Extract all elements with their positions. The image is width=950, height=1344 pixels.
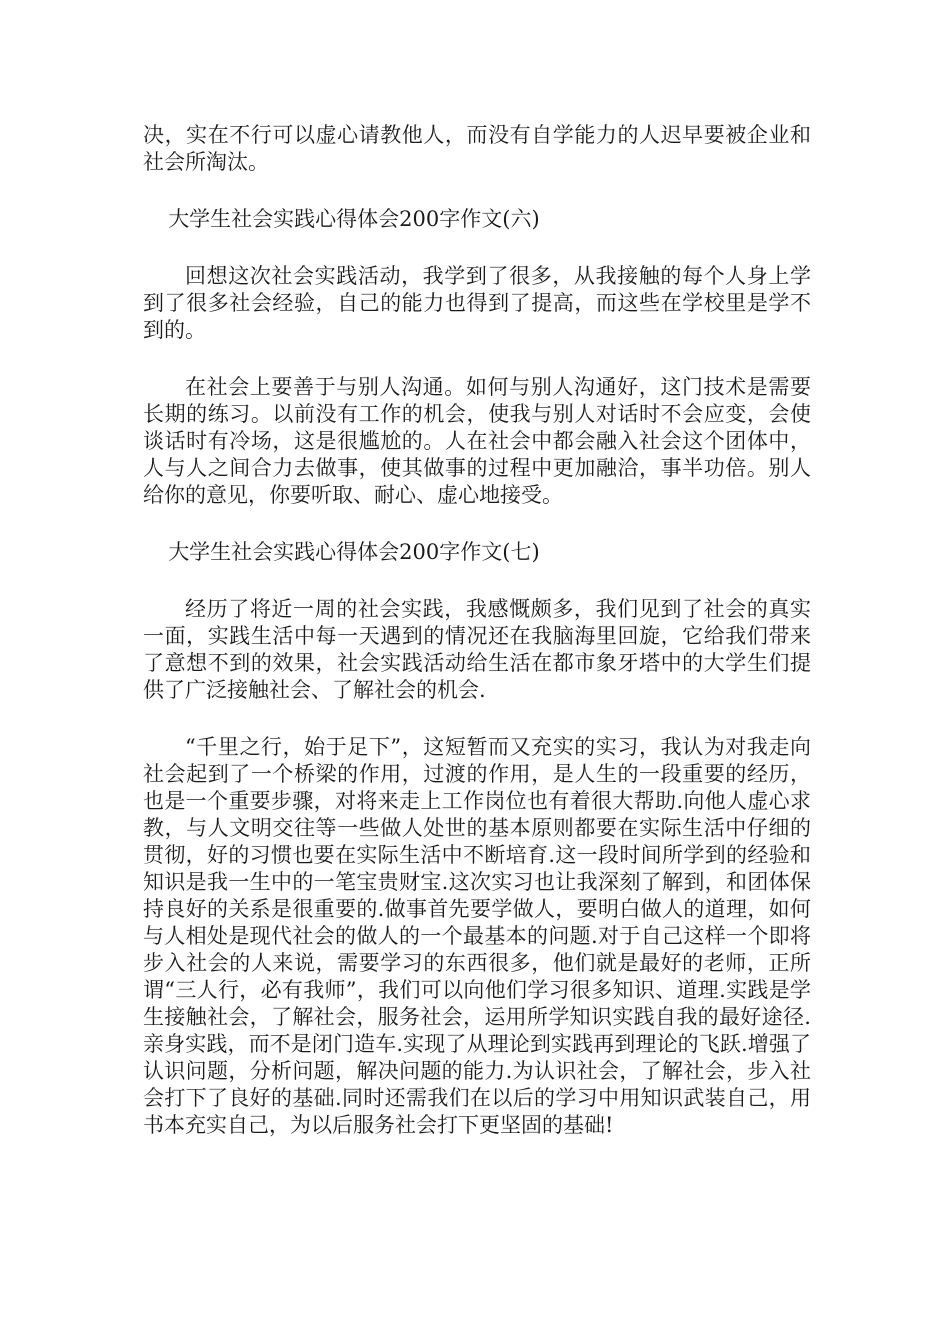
paragraph-continuation: 决，实在不行可以虚心请教他人，而没有自学能力的人迟早要被企业和社会所淘汰。 <box>143 123 811 174</box>
document-body <box>143 122 811 1169</box>
paragraph-communication: 在社会上要善于与别人沟通。如何与别人沟通好，这门技术是需要长期的练习。以前没有工作的机会，使我与别人对话时不会应变，会使谈话时有冷场，这是很尴尬的。人在社会中都会融入社会这个团体中，人与人之间合力去做事，使其做事的过程中更加融洽，事半功倍。别人给你的意见，你要听取、耐心、虚心地接受。 <box>143 375 811 507</box>
section-heading-seven: 大学生社会实践心得体会200字作文(七) <box>168 540 540 564</box>
paragraph-reflection: 回想这次社会实践活动，我学到了很多，从我接触的每个人身上学到了很多社会经验，自己的能力也得到了提高，而这些在学校里是学不到的。 <box>143 264 811 342</box>
paragraph-internship: “千里之行，始于足下”，这短暂而又充实的实习，我认为对我走向社会起到了一个桥梁的作用，过渡的作用，是人生的一段重要的经历，也是一个重要步骤，对将来走上工作岗位也有着很大帮助.向他人虚心求教，与人文明交往等一些做人处世的基本原则都要在实际生活中仔细的贯彻，好的习惯也要在实际生活中不断培育.这一段时间所学到的经验和知识是我一生中的一笔宝贵财宝.这次实习也让我深刻了解到，和团体保持良好的关系是很重要的.做事首先要学做人，要明白做人的道理，如何与人相处是现代社会的做人的一个最基本的问题.对于自己这样一个即将步入社会的人来说，需要学习的东西很多，他们就是最好的老师，正所谓“三人行，必有我师”，我们可以向他们学习很多知识、道理.实践是学生接触社会，了解社会，服务社会，运用所学知识实践自我的最好途径.亲身实践，而不是闭门造车.实现了从理论到实践再到理论的飞跃.增强了认识问题，分析问题，解决问题的能力.为认识社会，了解社会，步入社会打下了良好的基础.同时还需我们在以后的学习中用知识武装自己，用书本充实自己，为以后服务社会打下更坚固的基础! <box>143 735 811 1137</box>
paragraph-experience: 经历了将近一周的社会实践，我感慨颇多，我们见到了社会的真实一面，实践生活中每一天遇到的情况还在我脑海里回旋，它给我们带来了意想不到的效果，社会实践活动给生活在都市象牙塔中的大学生们提供了广泛接触社会、了解社会的机会. <box>143 597 811 702</box>
section-heading-six: 大学生社会实践心得体会200字作文(六) <box>168 207 540 231</box>
